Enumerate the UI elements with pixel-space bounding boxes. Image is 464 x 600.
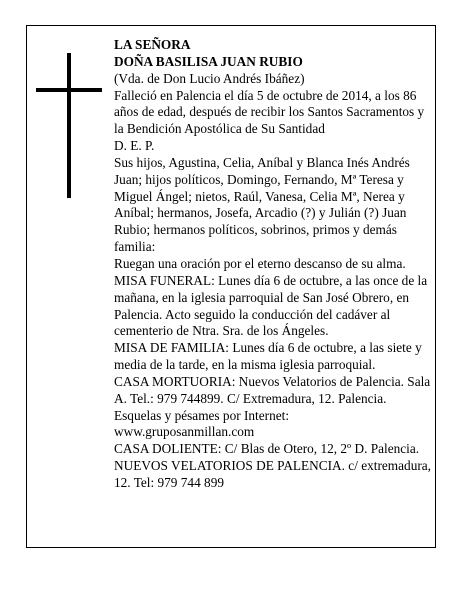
velatorios-info: NUEVOS VELATORIOS DE PALENCIA. c/ extremadura, 12. Tel: 979 744 899: [114, 458, 432, 490]
internet-label: Esquelas y pésames por Internet:: [114, 407, 290, 423]
notice-heading: LA SEÑORA: [114, 37, 191, 52]
cross-horizontal-bar: [36, 88, 102, 92]
deceased-name: DOÑA BASILISA JUAN RUBIO: [114, 53, 303, 69]
family-mass-info: MISA DE FAMILIA: Lunes día 6 de octubre, a las siete y media de la tarde, en la misma iglesia parroquial.: [114, 340, 422, 373]
family-list: Sus hijos, Agustina, Celia, Aníbal y Blanca Inés Andrés Juan; hijos políticos, Domingo, Fernando, Mª Teresa y Miguel Ángel; nietos, Raúl, Vanesa, Celia Mª, Nerea y Aníbal; hermanos, Josefa, Arcadio (?) y Julián (?) Juan Rubio; hermanos políticos, sobrinos, primos y demás familia:: [114, 154, 410, 255]
cross-vertical-bar: [67, 53, 71, 198]
website-link[interactable]: www.gruposanmillan.com: [114, 424, 255, 440]
rip-text: D. E. P.: [114, 138, 155, 154]
death-announcement: Falleció en Palencia el día 5 de octubre de 2014, a los 86 años de edad, después de recibir los Santos Sacramentos y la Bendición Apostólica de Su Santidad: [114, 87, 425, 137]
funeral-home-info: CASA MORTUORIA: Nuevos Velatorios de Palencia. Sala A. Tel.: 979 744899. C/ Extremadura, 12. Palencia.: [114, 373, 431, 406]
prayer-request: Ruegan una oración por el eterno descanso de su alma.: [114, 255, 406, 271]
funeral-mass-info: MISA FUNERAL: Lunes día 6 de octubre, a las once de la mañana, en la iglesia parroquial de San José Obrero, en Palencia. Acto seguido la conducción del cadáver al cementerio de Ntra. Sra. de los Ángeles.: [114, 272, 428, 339]
widow-of: (Vda. de Don Lucio Andrés Ibáñez): [114, 70, 305, 86]
grieving-home-info: CASA DOLIENTE: C/ Blas de Otero, 12, 2º D. Palencia.: [114, 441, 420, 457]
obituary-text: [114, 37, 434, 492]
